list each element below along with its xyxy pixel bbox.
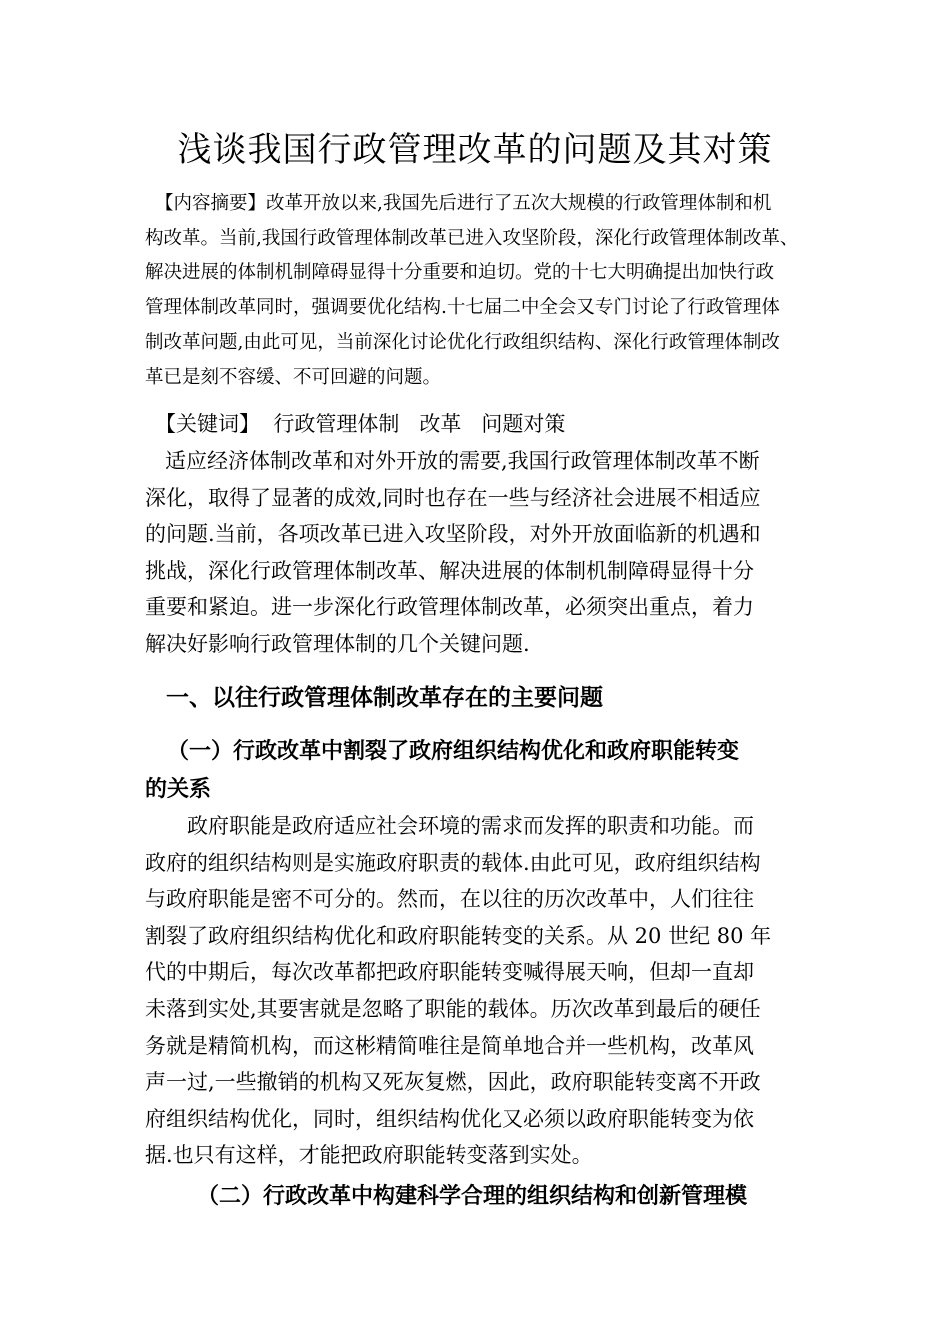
subsection-heading-line: 的关系 <box>145 777 212 802</box>
abstract-line: 管理体制改革同时，强调要优化结构.十七届二中全会又专门讨论了行政管理体 <box>145 297 780 319</box>
paragraph-line: 挑战，深化行政管理体制改革、解决进展的体制机制障碍显得十分 <box>145 558 754 583</box>
paragraph-line: 代的中期后，每次改革都把政府职能转变喊得展天响，但却一直却 <box>145 960 754 985</box>
subsection-paragraph <box>145 808 815 1174</box>
paragraph-line: 的问题.当前，各项改革已进入攻坚阶段，对外开放面临新的机遇和 <box>145 522 761 547</box>
subsection-heading <box>145 733 825 809</box>
paragraph-line: 重要和紧迫。进一步深化行政管理体制改革，必须突出重点，着力 <box>145 595 754 620</box>
section-heading: 一、以往行政管理体制改革存在的主要问题 <box>166 685 603 711</box>
abstract-line: 【内容摘要】改革开放以来,我国先后进行了五次大规模的行政管理体制和机 <box>155 193 772 214</box>
paragraph-line: 政府职能是政府适应社会环境的需求而发挥的职责和功能。而 <box>187 814 754 838</box>
subsection-heading-line: （二）行政改革中构建科学合理的组织结构和创新管理模 <box>197 1184 748 1209</box>
subsection-heading-line: （一）行政改革中割裂了政府组织结构优化和政府职能转变 <box>167 739 740 764</box>
abstract-line: 制改革问题,由此可见，当前深化讨论优化行政组织结构、深化行政管理体制改 <box>145 331 780 353</box>
abstract-line: 构改革。当前,我国行政管理体制改革已进入攻坚阶段，深化行政管理体制改革、 <box>145 227 799 249</box>
paragraph-line: 深化，取得了显著的成效,同时也存在一些与经济社会进展不相适应 <box>145 485 761 510</box>
intro-paragraph <box>145 443 815 663</box>
keywords-line: 【关键词】 行政管理体制 改革 问题对策 <box>155 412 566 436</box>
abstract-line: 革已是刻不容缓、不可回避的问题。 <box>145 366 442 388</box>
paragraph-line: 政府的组织结构则是实施政府职责的载体.由此可见，政府组织结构 <box>145 850 761 875</box>
paragraph-line: 府组织结构优化，同时，组织结构优化又必须以政府职能转变为依 <box>145 1106 754 1131</box>
paragraph-line: 未落到实处,其要害就是忽略了职能的载体。历次改革到最后的硬任 <box>145 996 761 1021</box>
paragraph-line: 与政府职能是密不可分的。然而，在以往的历次改革中，人们往往 <box>145 887 754 912</box>
paragraph-line: 据.也只有这样，才能把政府职能转变落到实处。 <box>145 1143 593 1168</box>
abstract-block <box>145 187 825 395</box>
paragraph-line: 声一过,一些撤销的机构又死灰复燃，因此，政府职能转变离不开政 <box>145 1070 761 1095</box>
document-title: 浅谈我国行政管理改革的问题及其对策 <box>177 130 773 170</box>
paragraph-line: 割裂了政府组织结构优化和政府职能转变的关系。从 20 世纪 80 年 <box>145 923 772 948</box>
subsection-heading <box>145 1178 825 1216</box>
paragraph-line: 务就是精简机构，而这彬精简唯往是简单地合并一些机构，改革风 <box>145 1033 754 1058</box>
paragraph-line: 解决好影响行政管理体制的几个关键问题. <box>145 631 530 656</box>
abstract-line: 解决进展的体制机制障碍显得十分重要和迫切。党的十七大明确提出加快行政 <box>145 262 775 284</box>
paragraph-line: 适应经济体制改革和对外开放的需要,我国行政管理体制改革不断 <box>165 449 760 473</box>
